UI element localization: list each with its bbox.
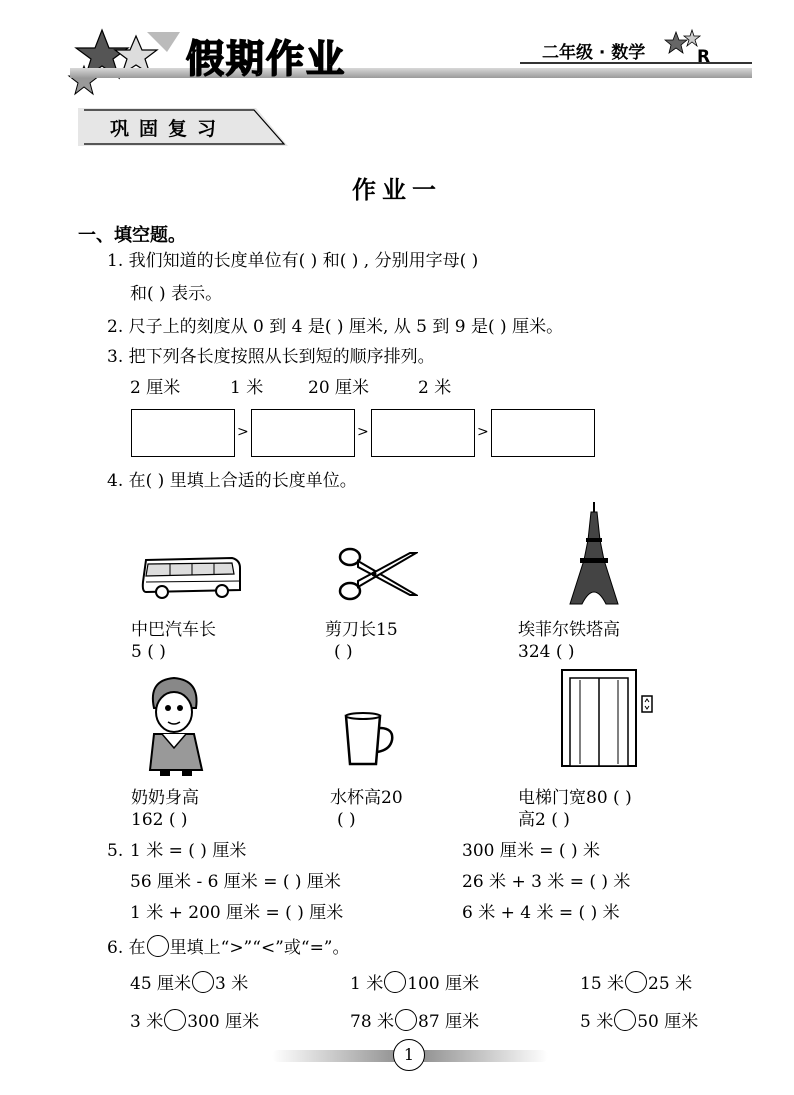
q3-item: 2 米 (418, 378, 452, 398)
q1-line1: 1. 我们知道的长度单位有( ) 和( ) , 分别用字母( ) (107, 251, 479, 271)
q3-item: 1 米 (230, 378, 264, 398)
answer-box[interactable] (251, 409, 355, 457)
greater-than-sign: > (237, 424, 249, 440)
circle-icon (147, 935, 169, 957)
scissors-icon (336, 545, 418, 603)
compare-item (580, 971, 692, 995)
q5-item: 300 厘米 = ( ) 米 (462, 841, 600, 861)
q4-text: 4. 在( ) 里填上合适的长度单位。 (107, 471, 357, 491)
compare-left: 1 米 (350, 974, 384, 994)
bus-icon (140, 552, 244, 602)
compare-circle[interactable] (384, 971, 406, 993)
compare-left: 15 米 (580, 974, 625, 994)
q3-text: 3. 把下列各长度按照从长到短的顺序排列。 (107, 347, 435, 367)
cup-icon (340, 710, 396, 768)
q5-item: 56 厘米 - 6 厘米 = ( ) 厘米 (130, 872, 341, 892)
compare-right: 100 厘米 (407, 974, 480, 994)
compare-circle[interactable] (164, 1009, 186, 1031)
compare-left: 3 米 (130, 1012, 164, 1032)
page-number: 1 (393, 1039, 425, 1071)
scissors-answer: ( ) (334, 642, 353, 662)
elevator-answer: 高2 ( ) (518, 810, 570, 830)
q3-item: 20 厘米 (308, 378, 370, 398)
q2-text: 2. 尺子上的刻度从 0 到 4 是( ) 厘米, 从 5 到 9 是( ) 厘米。 (107, 317, 564, 337)
q1-line2: 和( ) 表示。 (130, 284, 223, 304)
compare-item (130, 971, 248, 995)
compare-circle[interactable] (395, 1009, 417, 1031)
q6-prefix: 6. 在 (107, 938, 146, 958)
section-heading: 一、填空题。 (78, 225, 186, 246)
edition-mark: R (697, 47, 711, 67)
q5-item: 6 米 + 4 米 = ( ) 米 (462, 903, 620, 923)
compare-circle[interactable] (192, 971, 214, 993)
header-bar (70, 68, 752, 78)
compare-circle[interactable] (625, 971, 647, 993)
q5-item: 1 米 + 200 厘米 = ( ) 厘米 (130, 903, 344, 923)
grandma-icon (140, 672, 212, 778)
q3-item: 2 厘米 (130, 378, 181, 398)
compare-right: 87 厘米 (418, 1012, 480, 1032)
page-title: 作业一 (352, 175, 442, 204)
compare-left: 78 米 (350, 1012, 395, 1032)
greater-than-sign: > (357, 424, 369, 440)
compare-right: 300 厘米 (187, 1012, 260, 1032)
tower-answer: 324 ( ) (518, 642, 575, 662)
compare-left: 45 厘米 (130, 974, 192, 994)
tower-caption: 埃菲尔铁塔高 (518, 620, 620, 640)
compare-circle[interactable] (614, 1009, 636, 1031)
scissors-caption: 剪刀长15 (325, 620, 398, 640)
q5-item: 26 米 + 3 米 = ( ) 米 (462, 872, 631, 892)
compare-left: 5 米 (580, 1012, 614, 1032)
answer-box[interactable] (491, 409, 595, 457)
compare-item (130, 1009, 259, 1033)
elevator-caption: 电梯门宽80 ( ) (518, 788, 632, 808)
q5-item: 1 米 = ( ) 厘米 (130, 841, 247, 861)
stars-logo (62, 22, 182, 102)
review-label: 巩固复习 (110, 118, 227, 140)
header-title: 假期作业 (186, 37, 347, 81)
compare-right: 50 厘米 (637, 1012, 699, 1032)
greater-than-sign: > (477, 424, 489, 440)
q6-suffix: 里填上“>”“<”或“=”。 (169, 938, 350, 958)
answer-box[interactable] (371, 409, 475, 457)
compare-right: 25 米 (648, 974, 693, 994)
bus-answer: 5 ( ) (131, 642, 166, 662)
compare-item (350, 971, 479, 995)
compare-right: 3 米 (215, 974, 249, 994)
grandma-caption: 奶奶身高 (131, 788, 199, 808)
header-grade: 二年级 · 数学 (542, 43, 646, 63)
compare-item (580, 1009, 698, 1033)
elevator-door-icon (560, 668, 656, 768)
compare-item (350, 1009, 479, 1033)
cup-caption: 水杯高20 (330, 788, 403, 808)
q5-label: 5. (107, 841, 124, 861)
answer-box[interactable] (131, 409, 235, 457)
cup-answer: ( ) (337, 810, 356, 830)
bus-caption: 中巴汽车长 (131, 620, 216, 640)
eiffel-tower-icon (566, 500, 622, 606)
grandma-answer: 162 ( ) (131, 810, 188, 830)
q6-text (107, 935, 350, 959)
